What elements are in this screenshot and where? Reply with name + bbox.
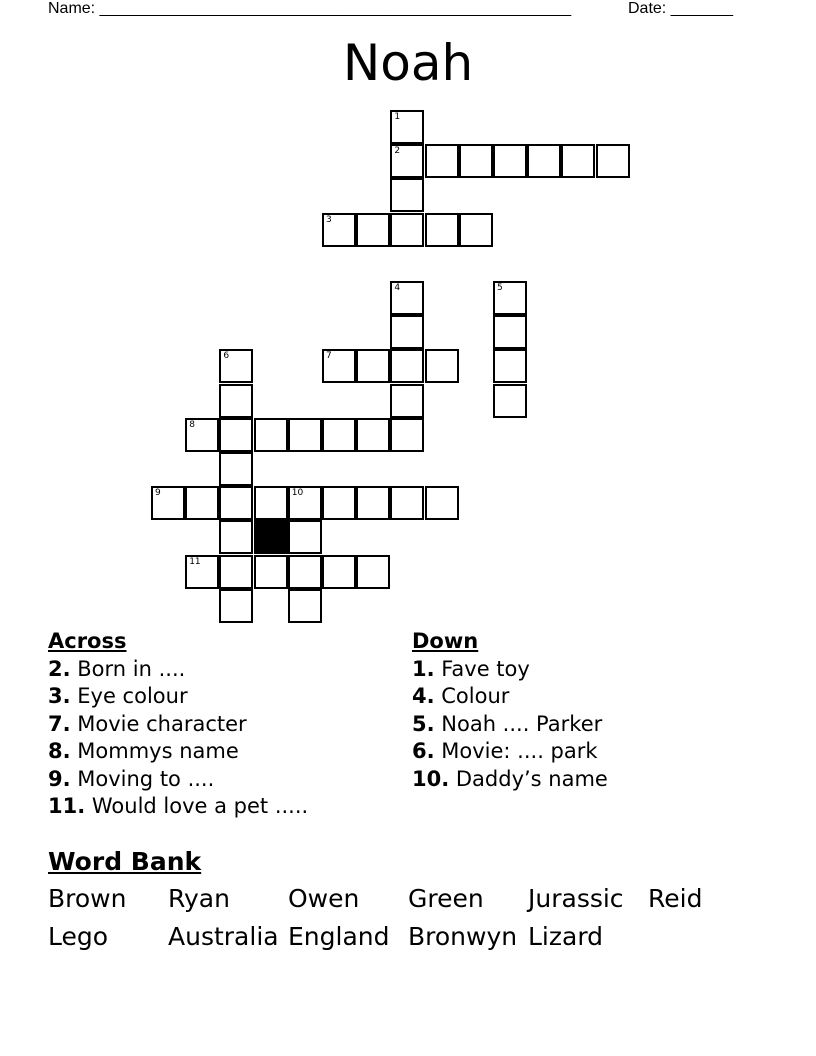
crossword-cell[interactable] bbox=[288, 418, 322, 452]
crossword-cell[interactable] bbox=[596, 144, 630, 178]
crossword-cell[interactable] bbox=[288, 589, 322, 623]
word-bank-word: Lego bbox=[48, 922, 109, 951]
clue-number: 4. bbox=[412, 684, 435, 709]
crossword-cell[interactable] bbox=[219, 520, 253, 554]
clue-text: Born in .... bbox=[70, 657, 186, 681]
crossword-cell[interactable] bbox=[219, 555, 253, 589]
word-bank-word: Jurassic bbox=[528, 884, 624, 913]
clue-text: Would love a pet ..... bbox=[85, 794, 309, 819]
black-square bbox=[254, 520, 288, 554]
word-bank-word: Australia bbox=[168, 922, 279, 951]
name-field: Name: _____________________________________________________ bbox=[48, 0, 572, 17]
crossword-cell[interactable] bbox=[425, 486, 459, 520]
clue-number: 7. bbox=[48, 711, 71, 736]
word-bank-word: Lizard bbox=[528, 922, 604, 951]
clue-number: 11. bbox=[48, 794, 86, 819]
across-heading: Across bbox=[48, 629, 127, 653]
crossword-cell[interactable] bbox=[254, 418, 288, 452]
clue-number-label: 10 bbox=[291, 488, 304, 499]
down-heading: Down bbox=[412, 629, 479, 653]
down-clues bbox=[412, 628, 608, 793]
clue-number: 5. bbox=[412, 711, 435, 736]
crossword-cell[interactable] bbox=[288, 486, 322, 520]
across-clue bbox=[48, 683, 308, 710]
crossword-cell[interactable] bbox=[390, 213, 424, 247]
down-clue bbox=[412, 766, 608, 793]
clue-number-label: 6 bbox=[223, 351, 230, 362]
crossword-cell[interactable] bbox=[390, 418, 424, 452]
crossword-cell[interactable] bbox=[390, 178, 424, 212]
word-bank-word: Ryan bbox=[168, 884, 230, 913]
crossword-cell[interactable] bbox=[185, 555, 219, 589]
crossword-cell[interactable] bbox=[493, 144, 527, 178]
crossword-cell[interactable] bbox=[254, 555, 288, 589]
clue-number-label: 9 bbox=[155, 488, 161, 499]
clue-text: Daddy’s name bbox=[449, 766, 608, 791]
crossword-cell[interactable] bbox=[425, 144, 459, 178]
word-bank-word: Brown bbox=[48, 884, 127, 913]
clue-number-label: 3 bbox=[326, 214, 332, 225]
clue-number: 9. bbox=[48, 766, 71, 791]
crossword-cell[interactable] bbox=[219, 486, 253, 520]
clue-text: Eye colour bbox=[70, 684, 188, 709]
clue-number-label: 11 bbox=[189, 556, 201, 567]
clue-number: 10. bbox=[412, 766, 450, 791]
clue-number-label: 5 bbox=[497, 283, 503, 293]
word-bank-word: England bbox=[288, 922, 390, 951]
clue-number: 6. bbox=[412, 739, 435, 764]
crossword-cell[interactable] bbox=[425, 349, 459, 383]
word-bank-word: Bronwyn bbox=[408, 922, 518, 951]
word-bank-word: Owen bbox=[288, 884, 360, 913]
across-clue bbox=[48, 766, 308, 793]
across-clue bbox=[48, 656, 308, 683]
crossword-cell[interactable] bbox=[185, 486, 219, 520]
word-bank-word: Green bbox=[408, 884, 484, 913]
crossword-cell[interactable] bbox=[219, 349, 253, 383]
clue-number: 2. bbox=[48, 657, 71, 681]
clue-text: Mommys name bbox=[70, 739, 239, 764]
crossword-cell[interactable] bbox=[151, 486, 185, 520]
crossword-cell[interactable] bbox=[356, 213, 390, 247]
down-clue bbox=[412, 738, 608, 765]
crossword-cell[interactable] bbox=[390, 315, 424, 349]
across-clue bbox=[48, 711, 308, 738]
clue-text: Movie character bbox=[70, 711, 247, 736]
clue-text: Movie: .... park bbox=[434, 739, 598, 764]
clue-text: Colour bbox=[434, 684, 510, 709]
across-clue bbox=[48, 738, 308, 765]
clue-number-label: 1 bbox=[394, 112, 401, 122]
crossword-cell[interactable] bbox=[493, 384, 527, 418]
crossword-cell[interactable] bbox=[390, 384, 424, 418]
word-bank-word: Reid bbox=[648, 884, 703, 913]
date-field: Date: _______ bbox=[628, 0, 733, 17]
across-clue bbox=[48, 793, 308, 820]
crossword-cell[interactable] bbox=[219, 384, 253, 418]
crossword-cell[interactable] bbox=[390, 349, 424, 383]
crossword-cell[interactable] bbox=[219, 589, 253, 623]
crossword-cell[interactable] bbox=[288, 555, 322, 589]
crossword-cell[interactable] bbox=[356, 418, 390, 452]
crossword-cell[interactable] bbox=[356, 555, 390, 589]
crossword-cell[interactable] bbox=[322, 555, 356, 589]
clue-number: 8. bbox=[48, 739, 71, 764]
across-clues bbox=[48, 628, 308, 820]
crossword-cell[interactable] bbox=[493, 315, 527, 349]
crossword-cell[interactable] bbox=[254, 486, 288, 520]
crossword-cell[interactable] bbox=[322, 486, 356, 520]
clue-text: Moving to .... bbox=[70, 766, 215, 791]
crossword-cell[interactable] bbox=[185, 418, 219, 452]
clue-number: 3. bbox=[48, 684, 71, 709]
crossword-cell[interactable] bbox=[459, 213, 493, 247]
crossword-cell[interactable] bbox=[390, 486, 424, 520]
crossword-cell[interactable] bbox=[390, 281, 424, 315]
down-clue bbox=[412, 656, 608, 683]
clue-text: Fave toy bbox=[434, 657, 530, 681]
clue-text: Noah .... Parker bbox=[434, 711, 603, 736]
crossword-cell[interactable] bbox=[219, 418, 253, 452]
crossword-cell[interactable] bbox=[322, 213, 356, 247]
crossword-cell[interactable] bbox=[390, 110, 424, 144]
clue-number-label: 8 bbox=[189, 419, 195, 430]
clue-number-label: 2 bbox=[394, 146, 401, 157]
clue-number-label: 4 bbox=[394, 283, 401, 293]
word-bank-title: Word Bank bbox=[48, 847, 202, 876]
clue-number: 1. bbox=[412, 657, 435, 681]
down-clue bbox=[412, 683, 608, 710]
crossword-cell[interactable] bbox=[322, 349, 356, 383]
crossword-cell[interactable] bbox=[459, 144, 493, 178]
clue-number-label: 7 bbox=[326, 351, 332, 362]
crossword-cell[interactable] bbox=[493, 281, 527, 315]
crossword-cell[interactable] bbox=[493, 349, 527, 383]
crossword-cell[interactable] bbox=[219, 452, 253, 486]
down-clue bbox=[412, 711, 608, 738]
crossword-cell[interactable] bbox=[561, 144, 595, 178]
crossword-cell[interactable] bbox=[527, 144, 561, 178]
crossword-cell[interactable] bbox=[288, 520, 322, 554]
crossword-cell[interactable] bbox=[425, 213, 459, 247]
crossword-cell[interactable] bbox=[356, 349, 390, 383]
crossword-cell[interactable] bbox=[322, 418, 356, 452]
page-title: Noah bbox=[342, 34, 474, 92]
crossword-cell[interactable] bbox=[356, 486, 390, 520]
crossword-cell[interactable] bbox=[390, 144, 424, 178]
